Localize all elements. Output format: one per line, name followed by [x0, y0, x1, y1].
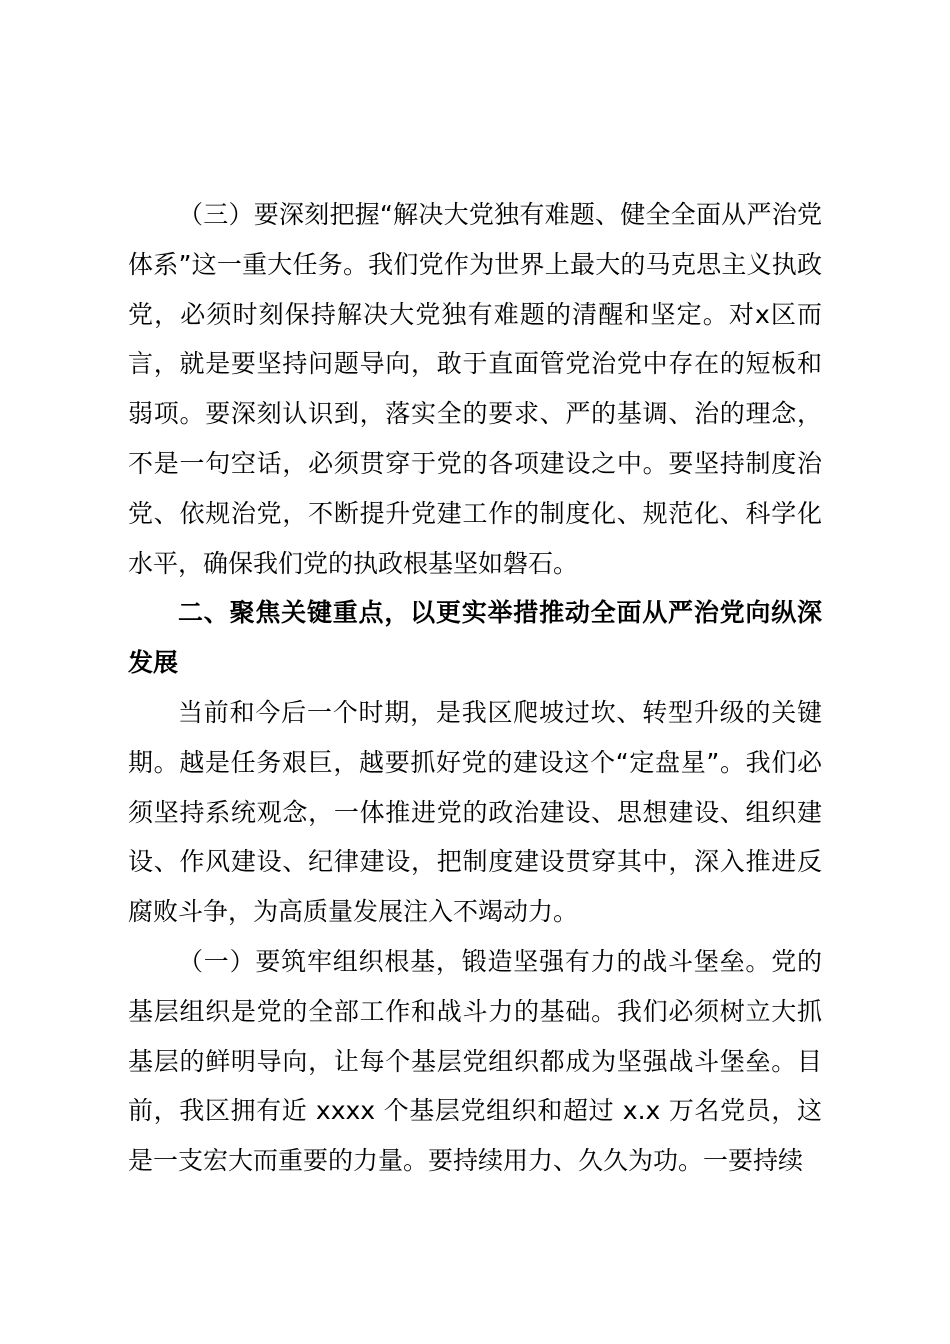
section-two-heading: 二、聚焦关键重点，以更实举措推动全面从严治党向纵深发展 [128, 598, 822, 678]
paragraph-section-two-intro: 当前和今后一个时期，是我区爬坡过坎、转型升级的关键期。越是任务艰巨，越要抓好党的建设这个“定盘星”。我们必须坚持系统观念，一体推进党的政治建设、思想建设、组织建设、作风建设、纪律建设，把制度建设贯穿其中，深入推进反腐败斗争，为高质量发展注入不竭动力。 [128, 697, 822, 927]
paragraph-subsection-one: （一）要筑牢组织根基，锻造坚强有力的战斗堡垒。党的基层组织是党的全部工作和战斗力的基础。我们必须树立大抓基层的鲜明导向，让每个基层党组织都成为坚强战斗堡垒。目前，我区拥有近 xxxx 个基层党组织和超过 x.x 万名党员，这是一支宏大而重要的力量。要持续用力、久久为功。一要持续 [128, 946, 822, 1176]
paragraph-section-three: （三）要深刻把握“解决大党独有难题、健全全面从严治党体系”这一重大任务。我们党作为世界上最大的马克思主义执政党，必须时刻保持解决大党独有难题的清醒和坚定。对x区而言，就是要坚持问题导向，敢于直面管党治党中存在的短板和弱项。要深刻认识到，落实全的要求、严的基调、治的理念，不是一句空话，必须贯穿于党的各项建设之中。要坚持制度治党、依规治党，不断提升党建工作的制度化、规范化、科学化水平，确保我们党的执政根基坚如磐石。 [128, 200, 822, 578]
document-body [128, 190, 822, 1186]
